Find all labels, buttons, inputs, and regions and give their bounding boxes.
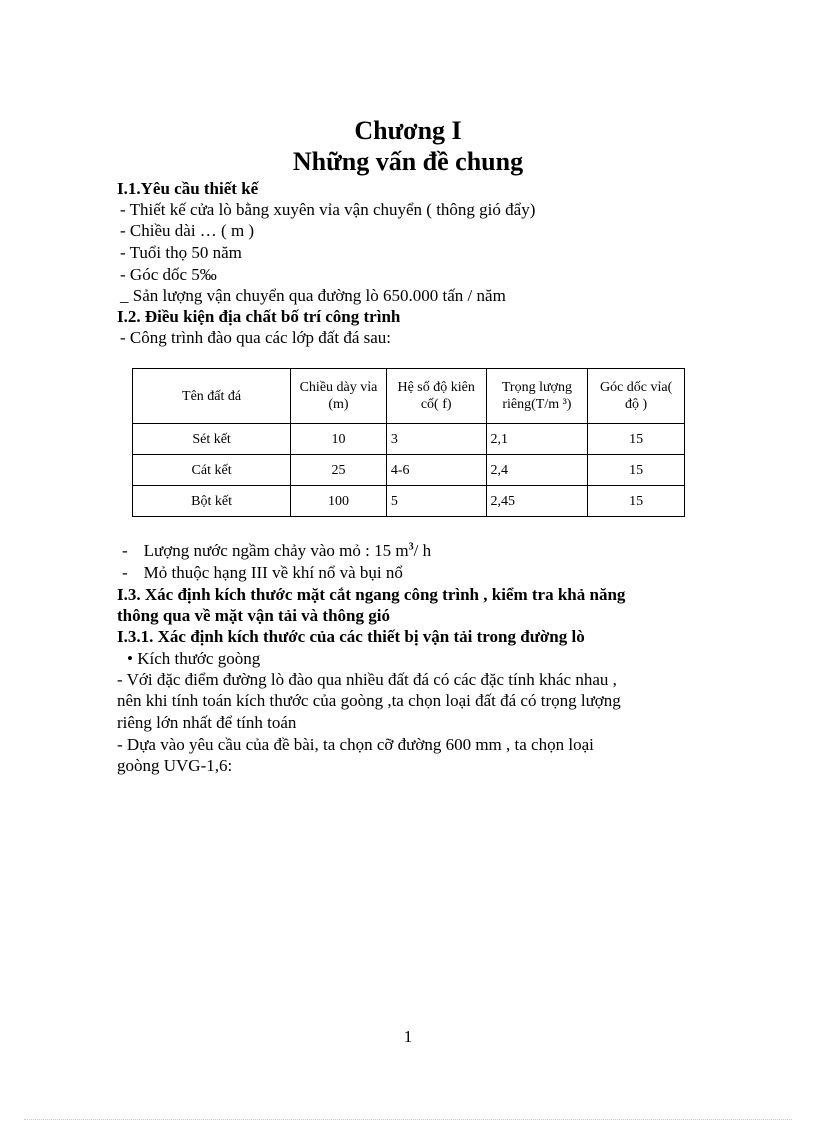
table-cell: Cát kết	[133, 455, 291, 486]
table-cell: 100	[291, 486, 387, 517]
paragraph-line: riêng lớn nhất để tính toán	[117, 713, 297, 732]
page-number: 1	[403, 1027, 413, 1046]
table-cell: 3	[386, 424, 486, 455]
table-header-cell: Góc dốc vỉa( độ )	[588, 369, 685, 424]
table-cell: 2,4	[486, 455, 588, 486]
table-cell: 4-6	[386, 455, 486, 486]
requirement-item: - Thiết kế cửa lò bằng xuyên vỉa vận chuyển ( thông gió đẩy)	[120, 200, 536, 219]
table-cell: 15	[588, 455, 685, 486]
note-suffix: / h	[413, 541, 432, 560]
table-cell: 25	[291, 455, 387, 486]
section-heading-1-1: I.1.Yêu cầu thiết kế	[117, 179, 259, 198]
note-prefix: -	[122, 541, 128, 560]
section-heading-1-3-cont: thông qua về mặt vận tải và thông gió	[117, 606, 390, 625]
section-intro: - Công trình đào qua các lớp đất đá sau:	[120, 328, 391, 347]
table-cell: Sét kết	[133, 424, 291, 455]
chapter-title: Những vấn đề chung	[292, 147, 524, 176]
table-cell: 2,1	[486, 424, 588, 455]
paragraph-line: - Dựa vào yêu cầu của đề bài, ta chọn cỡ đường 600 mm , ta chọn loại	[117, 735, 594, 754]
table-cell: Bột kết	[133, 486, 291, 517]
note-prefix: -	[122, 563, 128, 582]
requirement-item: - Chiều dài … ( m )	[120, 221, 255, 240]
requirement-item: _ Sản lượng vận chuyển qua đường lò 650.000 tấn / năm	[120, 286, 506, 305]
table-header-cell: Tên đất đá	[133, 369, 291, 424]
note-text: Lượng nước ngầm chảy vào mỏ : 15 m	[143, 541, 409, 560]
soil-layers-table	[132, 368, 685, 517]
requirement-item: - Góc dốc 5‰	[120, 265, 217, 284]
bullet-text: Kích thước goòng	[137, 649, 261, 668]
section-heading-1-3: I.3. Xác định kích thước mặt cắt ngang công trình , kiểm tra khả năng	[117, 585, 626, 604]
table-row	[133, 455, 685, 486]
requirement-item: - Tuổi thọ 50 năm	[120, 243, 242, 262]
bullet-item	[127, 648, 260, 669]
table-cell: 15	[588, 486, 685, 517]
note-text: Mỏ thuộc hạng III về khí nổ và bụi nổ	[143, 563, 403, 582]
chapter-number: Chương I	[354, 116, 462, 145]
note-item	[122, 562, 403, 583]
table-cell: 2,45	[486, 486, 588, 517]
table-cell: 10	[291, 424, 387, 455]
table-header-cell: Hệ số độ kiên cố( f)	[386, 369, 486, 424]
table-header-cell: Trọng lượng riêng(T/m ³)	[486, 369, 588, 424]
table-cell: 15	[588, 424, 685, 455]
paragraph-line: - Với đặc điểm đường lò đào qua nhiều đất đá có các đặc tính khác nhau ,	[117, 670, 617, 689]
page-bottom-rule	[24, 1119, 792, 1120]
table-header-cell: Chiều dày vỉa (m)	[291, 369, 387, 424]
section-heading-1-3-1: I.3.1. Xác định kích thước của các thiết bị vận tải trong đường lò	[117, 627, 585, 646]
bullet-icon: •	[127, 649, 133, 668]
table-header-row	[133, 369, 685, 424]
paragraph-line: goòng UVG-1,6:	[117, 756, 233, 775]
paragraph-line: nên khi tính toán kích thước của goòng ,ta chọn loại đất đá có trọng lượng	[117, 691, 621, 710]
section-heading-1-2: I.2. Điều kiện địa chất bố trí công trình	[117, 307, 401, 326]
note-superscript: 3	[408, 541, 414, 553]
table-cell: 5	[386, 486, 486, 517]
table-row	[133, 486, 685, 517]
table-row	[133, 424, 685, 455]
note-item	[122, 540, 431, 561]
